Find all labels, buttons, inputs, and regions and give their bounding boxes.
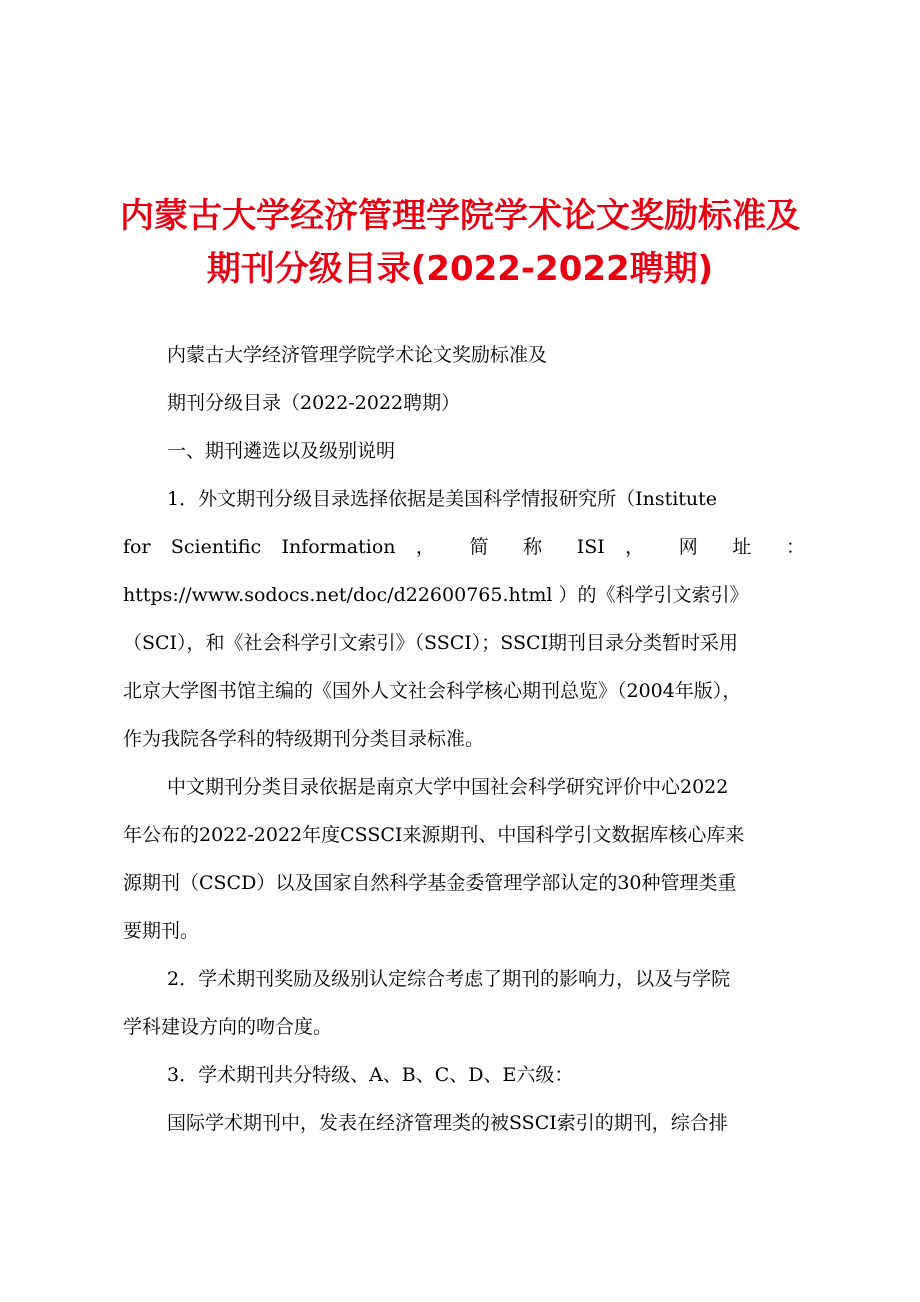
paragraph-2-line-2: 年公布的2022-2022年度CSSCI来源期刊、中国科学引文数据库核心库来 xyxy=(123,824,745,846)
paragraph-3-line-2: 学科建设方向的吻合度。 xyxy=(123,1016,333,1038)
paragraph-1-line-1: 1．外文期刊分级目录选择依据是美国科学情报研究所（Institute xyxy=(167,488,718,510)
paragraph-4-line-1: 3．学术期刊共分特级、A、B、C、D、E六级： xyxy=(167,1064,574,1086)
paragraph-3 xyxy=(123,955,805,1051)
paragraph-1-line-2: for Scientific Information ， 简 称 ISI ， 网 址 ： xyxy=(123,536,805,558)
subtitle-block xyxy=(123,331,805,475)
subtitle-line-2: 期刊分级目录（2022-2022聘期） xyxy=(167,392,461,414)
document-title-line-2: 期刊分级目录(2022-2022聘期) xyxy=(206,249,714,289)
paragraph-2-line-4: 要期刊。 xyxy=(123,920,200,942)
paragraph-2-line-3: 源期刊（CSCD）以及国家自然科学基金委管理学部认定的30种管理类重 xyxy=(123,872,737,894)
paragraph-1-line-6: 作为我院各学科的特级期刊分类目录标准。 xyxy=(123,728,485,750)
paragraph-2 xyxy=(123,763,805,955)
paragraph-4 xyxy=(123,1051,805,1147)
paragraph-1-line-4: （SCI），和《社会科学引文索引》（SSCI）；SSCI期刊目录分类暂时采用 xyxy=(123,632,739,654)
paragraph-1 xyxy=(123,475,805,763)
paragraph-1-line-5: 北京大学图书馆主编的《国外人文社会科学核心期刊总览》（2004年版）， xyxy=(123,680,742,702)
document-title-line-1: 内蒙古大学经济管理学院学术论文奖励标准及 xyxy=(120,196,800,236)
section-heading-1: 一、期刊遴选以及级别说明 xyxy=(167,440,396,462)
paragraph-5-line-1: 国际学术期刊中，发表在经济管理类的被SSCI索引的期刊，综合排 xyxy=(167,1112,728,1134)
paragraph-1-line-3: https://www.sodocs.net/doc/d22600765.html ）的《科学引文索引》 xyxy=(123,584,749,606)
paragraph-2-line-1: 中文期刊分类目录依据是南京大学中国社会科学研究评价中心2022 xyxy=(167,776,729,798)
subtitle-line-1: 内蒙古大学经济管理学院学术论文奖励标准及 xyxy=(167,344,548,366)
paragraph-3-line-1: 2．学术期刊奖励及级别认定综合考虑了期刊的影响力，以及与学院 xyxy=(167,968,731,990)
